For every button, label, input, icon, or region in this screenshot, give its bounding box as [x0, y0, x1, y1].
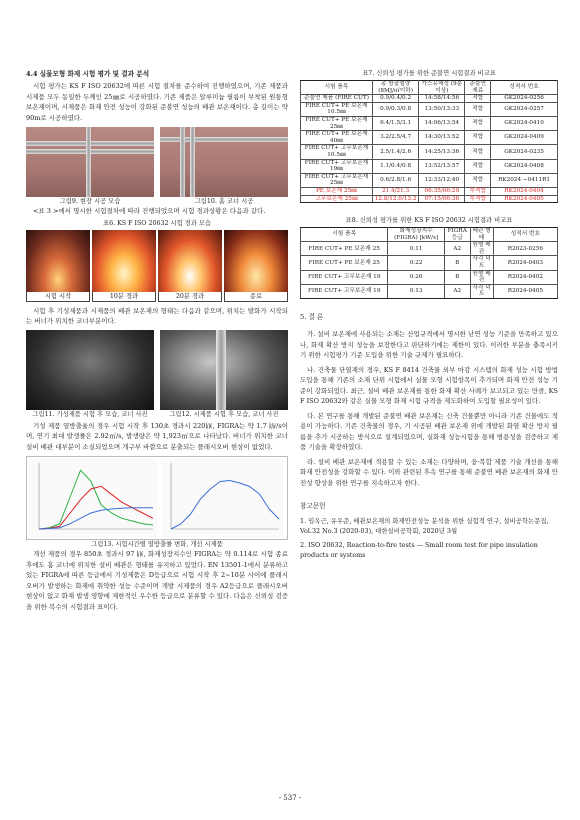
prototype-after-test-photo	[160, 330, 288, 410]
table7-cell: 14:25/13:36	[419, 145, 465, 159]
table7-cell: GK2024-0409	[491, 131, 558, 145]
table8-cell: A2	[444, 242, 470, 256]
table8-cell: FIRE CUT+ 고무보온재 19	[301, 270, 388, 284]
table7-cell: 07:15/06:36	[419, 195, 465, 203]
figure-9-caption: 그림9. 현장 시공 모습	[59, 198, 121, 205]
table8-header: 성적서 번호	[493, 228, 557, 242]
figure-13-caption: 그림13. 시험시간별 열방출률 변화, 개선 시제품	[91, 541, 223, 548]
table8-header: 시험 품목	[301, 228, 388, 242]
table8-cell: R2024-0403	[493, 256, 557, 270]
table8-cell: FIRE CUT+ PE 보온재 25	[301, 256, 388, 270]
pipe-shape	[86, 127, 91, 197]
conclusion-heading: 5. 결 론	[300, 313, 324, 322]
table8-row	[301, 284, 558, 298]
table6-cell	[224, 230, 288, 302]
test-10min-photo	[92, 230, 156, 292]
references-list	[300, 516, 558, 560]
table7-cell: 적합	[465, 159, 491, 173]
table8-cell: B	[444, 256, 470, 270]
table8-header: 배관 형태	[470, 228, 493, 242]
right-column	[300, 68, 558, 564]
table7-cell: 2.5/1.4/2.6	[372, 145, 418, 159]
table7-row	[301, 95, 558, 103]
table7-cell: 13:50/13:33	[419, 102, 465, 116]
table7-cell: 6.4/1.5/3.1	[372, 116, 418, 130]
table8-cell: FIRE CUT+ 고무보온재 19	[301, 284, 388, 298]
result-paragraph: 기성 제품 열방출율의 경우 시험 시작 후 130초 경과시 220㎾, FIGRA는 약 1.7 ㎾/s이며, 연기 최대 발생률은 2.92㎡/s, 발생량은 약 1,923㎡으로 나타났다. 버너가 위치한 코너 설비 배관 대부분이 소실되었으며 개구부 바깥으로 분출되는 플래시오버 현상이 없었다.	[26, 421, 288, 451]
table7-row	[301, 159, 558, 173]
table7-cell: 고무보온재 25㎜	[301, 195, 373, 203]
table8-cell: 원형 배관	[470, 270, 493, 284]
figure-10-caption: 그림10. 홈 코너 시공	[194, 198, 254, 205]
table7-cell: 적합	[465, 145, 491, 159]
table8-cell: R2023-0256	[493, 242, 557, 256]
test-start-photo	[26, 230, 90, 292]
table7-cell: FIRE CUT+ PE 보온재 25㎜	[301, 116, 373, 130]
figure-row-9-10	[26, 127, 288, 206]
conclusion-paragraph: 가. 설비 보온재에 사용되는 소재는 산업규격에서 명시한 난연 성능 기준을 만족하고 있으나, 화재 확산 방지 성능을 보장한다고 판단하기에는 제한이 있다. 이러한 부분을 충족시키기 위한 시험평가 기준 도입을 위한 기술 규제가 필요하다.	[300, 330, 558, 360]
figure-12	[160, 330, 288, 419]
table7-cell: FIRE CUT+ 고무보온재 25㎜	[301, 173, 373, 187]
table-ref-paragraph: <표 3 >에서 명시한 시험절차에 따라 진행되었으며 시험 경과상황은 다음과 같다.	[33, 207, 266, 215]
table8-cell: 사각 덕트	[470, 256, 493, 270]
table7	[300, 80, 558, 203]
test-end-photo	[224, 230, 288, 292]
chart-background	[29, 459, 157, 537]
table7-cell: GK2024-0256	[491, 95, 558, 103]
table7-cell: 1.1/0.4/0.8	[372, 159, 418, 173]
table8-cell: 0.22	[388, 256, 445, 270]
table8-cell: R2024-0405	[493, 284, 557, 298]
table7-caption: 표7. 신뢰성 평가를 위한 준불연 시험결과 비교표	[362, 70, 496, 77]
table7-header: 준불연 재료	[465, 81, 491, 95]
figure-10	[160, 127, 288, 206]
table8-cell: R2024-0402	[493, 270, 557, 284]
table7-row	[301, 102, 558, 116]
table7-cell: 14:58/14:56	[419, 95, 465, 103]
table7-cell: FIRE CUT+ 고무보온재 19㎜	[301, 159, 373, 173]
existing-product-after-test-photo	[26, 330, 154, 410]
table8-row	[301, 242, 558, 256]
table7-cell: 0.6/2.8/1.6	[372, 173, 418, 187]
table6-label: 20분 경과	[158, 292, 222, 302]
table7-header: 총 방출열량 (8MJ/㎡이하)	[372, 81, 418, 95]
table6-photo-grid	[26, 230, 288, 302]
table8-cell: FIRE CUT+ PE 보온재 25	[301, 242, 388, 256]
left-column	[26, 68, 288, 612]
table7-cell: RK2024 −0411R1	[491, 173, 558, 187]
table7-cell: 3.2/2.5/4.7	[372, 131, 418, 145]
page-number: - 537 -	[278, 794, 302, 802]
table7-cell: 12:33/12:40	[419, 173, 465, 187]
figure-11-caption: 그림11. 기성제품 시험 후 모습, 코너 사진	[32, 410, 148, 418]
table7-cell: FIRE CUT+ PE 보온재 40㎜	[301, 131, 373, 145]
table7-row	[301, 131, 558, 145]
figure-row-11-12	[26, 330, 288, 419]
table8-cell: 사각 덕트	[470, 284, 493, 298]
conclusion-paragraph: 다. 본 연구를 통해 개발된 준불연 배관 보온재는 신축 건물뿐만 아니라 기존 건물에도 적용이 가능하다. 기존 건축물의 경우, 기 시공된 배관 보온재 위에 개발된 화염 확산 방지 필름을 추가 시공하는 방식으로 설계되었으며, 실화재 성능시험을 통해 범용성을 검증하고 제품 기술을 확장하였다.	[300, 411, 558, 452]
table7-cell: 13:52/13:57	[419, 159, 465, 173]
table8-cell: 원형 배관	[470, 242, 493, 256]
reference-item: 1. 임옥근, 유우준, 배관보온재의 화재안전성능 분석을 위한 실험적 연구, 설비공학논문집, Vol.32 No.3 (2020-03), 대한설비공학회, 2020년 3월	[300, 517, 549, 536]
section-heading: 4.4 실물모형 화재 시험 평가 및 결과 분석	[26, 70, 150, 78]
table7-header: 시험 품목	[301, 81, 373, 95]
table6-cell	[92, 230, 156, 302]
hrr-chart-prototype	[161, 459, 283, 537]
table8-row	[301, 256, 558, 270]
pipe-shape	[190, 127, 195, 197]
table7-cell: PE 보온재 25㎜	[301, 187, 373, 195]
table7-cell: 적합	[465, 173, 491, 187]
table8-cell: 0.11	[388, 242, 445, 256]
pipe-shape	[216, 330, 226, 410]
table7-cell: FIRE CUT+ 고무보온재 10.5㎜	[301, 145, 373, 159]
table7-row	[301, 145, 558, 159]
corner-install-photo	[160, 127, 288, 197]
site-install-photo	[26, 127, 154, 197]
table7-cell: 준불연 제품 (FIRE CUT)	[301, 95, 373, 103]
table7-cell: GK2024-0408	[491, 159, 558, 173]
conclusion-paragraph: 나. 건축물 단열재의 경우, KS F 8414 건축물 외부 마감 시스템의 화재 성능 시험 방법 도입을 통해 기존의 소재 단위 시험에서 실물 모형 시험항목이 추가되며 화재 안전 성능 기준이 강화되었다. 최근, 설비 배관 보온재를 통한 화재 확산 사례가 보고되고 있는 만큼, KS F ISO 20632와 같은 실물 모형 화재 시험 규격을 제도화하여 도입할 필요성이 있다.	[300, 365, 558, 406]
pipe-shape	[180, 127, 185, 197]
shape-paragraph: 시험 후 기성제품과 시제품의 배관 보온재의 형태는 다음과 같으며, 위치는 발화가 시작되는 버너가 위치한 코너부분이다.	[26, 306, 288, 325]
table7-header: 가스유해성 (9분 이상)	[419, 81, 465, 95]
table7-cell: 부적합	[465, 187, 491, 195]
table7-cell: RK2024-0405	[491, 195, 558, 203]
table7-cell: 적합	[465, 95, 491, 103]
intro-paragraph: 시험 평가는 KS F ISO 20632에 따른 시험 절차를 준수하여 진행하였으며, 기존 제품과 시제품 모두 동일한 두께인 25㎜로 시공하였다. 기존 제품은 알루미늄 필름이 부착된 원통형 보온재이며, 시제품은 화재 안전 성능이 강화된 준불연 성능의 배관 보온재이다. 총 길이는 약 90m로 시공하였다.	[26, 82, 288, 122]
table8-body	[301, 242, 558, 299]
table7-cell: 06:35/06:29	[419, 187, 465, 195]
table8-cell: 0.13	[388, 284, 445, 298]
hrr-chart-existing	[29, 459, 157, 537]
table8-header: 화재성장지수 (FIGRA) [kW/s]	[388, 228, 445, 242]
test-20min-photo	[158, 230, 222, 292]
table7-header: 성적서 번호	[491, 81, 558, 95]
table7-cell: 14:06/13:54	[419, 116, 465, 130]
table7-cell: 적합	[465, 102, 491, 116]
figure-9	[26, 127, 154, 206]
figure-13	[26, 456, 288, 540]
table7-cell: 14:30/13:52	[419, 131, 465, 145]
table8-row	[301, 270, 558, 284]
table7-cell: RK2024-0404	[491, 187, 558, 195]
table8-header: FIGRA 등급	[444, 228, 470, 242]
table7-row	[301, 195, 558, 203]
table7-cell: 12.8/12.0/13.2	[372, 195, 418, 203]
table6-caption: 표6. KS F ISO 20632 시험 경과 모습	[103, 219, 211, 227]
table7-cell: 적합	[465, 131, 491, 145]
table7-cell: 0.9/0.3/0.8	[372, 102, 418, 116]
table7-cell: 21.4/21.3	[372, 187, 418, 195]
table7-cell: 부적합	[465, 195, 491, 203]
table7-cell: GK2024-0410	[491, 116, 558, 130]
references-heading: 참고문헌	[300, 502, 326, 511]
table7-cell: 적합	[465, 116, 491, 130]
table7-cell: GK2024-0257	[491, 102, 558, 116]
table8-cell: A2	[444, 284, 470, 298]
table8-cell: B	[444, 270, 470, 284]
table7-row	[301, 173, 558, 187]
table7-row	[301, 187, 558, 195]
table8-cell: 0.26	[388, 270, 445, 284]
table7-body	[301, 95, 558, 203]
table6-cell	[158, 230, 222, 302]
conclusion-paragraph: 라. 설비 배관 보온재에 적용할 수 있는 소재는 다양하며, 융·복합 제품 기술 개선을 통해 화재 안전성을 강화할 수 있다. 이와 관련된 후속 연구를 통해 준불연 배관 보온재의 화재 안전성 향상을 위한 연구를 지속하고자 한다.	[300, 457, 558, 487]
table6-label: 10분 경과	[92, 292, 156, 302]
table6-label: 시험 시작	[26, 292, 90, 302]
table8-caption: 표8. 신뢰성 평가를 위한 KS F ISO 20632 시험결과 비교표	[345, 217, 513, 225]
table6-cell	[26, 230, 90, 302]
final-paragraph: 개선 제품의 경우 850초 경과시 97 ㎾, 화재성장지수인 FIGRA는 약 0.114로 시험 종료 후에도 홈 코너에 위치한 설비 배관은 형태를 유지하고 있었다. EN 13501-1에서 분류하고 있는 FIGRA에 따른 등급에서 기성제품은 D등급으로 시험 시작 후 2~10분 사이에 플래시 오버가 발생하는 화재에 취약한 성능 수준이며 개발 시제품의 경우 A2등급으로 플래시오버 현상이 없고 화재 발생 영향에 제한적인 우수한 등급으로 분류할 수 있다. 다음은 신뢰성 검증을 위한 복수의 시험결과 표이다.	[26, 550, 288, 611]
table7-row	[301, 116, 558, 130]
table8	[300, 227, 558, 299]
conclusion-body	[300, 329, 558, 488]
table7-cell: 0.9/0.4/0.2	[372, 95, 418, 103]
reference-item: 2. ISO 20632, Reaction-to-fire tests — Small room test for pipe insulation products or systems	[300, 541, 538, 560]
table7-cell: GK2024-0235	[491, 145, 558, 159]
table7-cell: FIRE CUT+ PE 보온재 10.5㎜	[301, 102, 373, 116]
table6-label: 종료	[224, 292, 288, 302]
figure-12-caption: 그림12. 시제품 시험 후 모습, 코너 사진	[169, 410, 279, 418]
figure-11	[26, 330, 154, 419]
